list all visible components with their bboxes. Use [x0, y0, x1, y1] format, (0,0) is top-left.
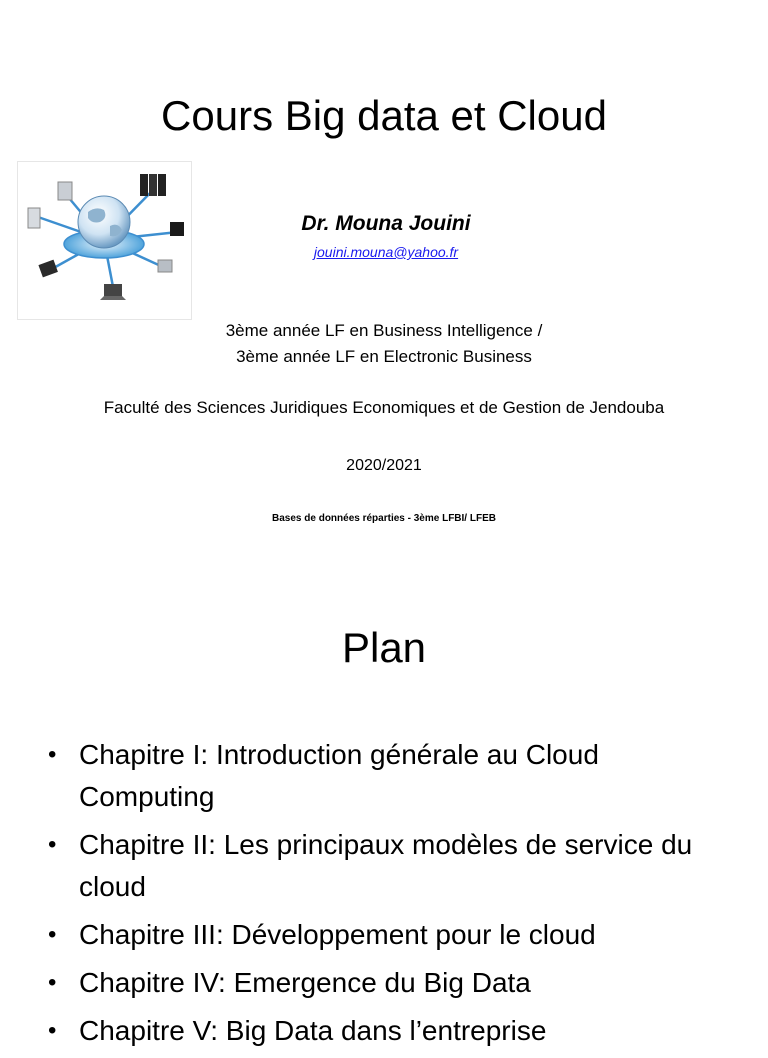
author-name: Dr. Mouna Jouini [301, 212, 471, 235]
faculty-name: Faculté des Sciences Juridiques Economiques et de Gestion de Jendouba [103, 398, 665, 417]
author-email-link[interactable]: jouini.mouna@yahoo.fr [313, 244, 459, 260]
plan-title: Plan [341, 624, 427, 671]
bullet-icon: • [48, 1017, 57, 1044]
bullet-icon: • [48, 921, 57, 948]
bullet-icon: • [48, 741, 57, 768]
chapter-label: Chapitre V: Big Data dans l’entreprise [79, 1015, 547, 1046]
chapter-label: Chapitre I: Introduction générale au Cloud Computing [79, 739, 599, 812]
academic-year: 2020/2021 [346, 457, 422, 474]
bullet-icon: • [48, 831, 57, 858]
network-globe-icon [17, 161, 192, 320]
list-item [48, 962, 728, 1004]
list-item [48, 914, 728, 956]
chapter-label: Chapitre III: Développement pour le cloud [79, 919, 596, 950]
program-level-line-1: 3ème année LF en Business Intelligence / [225, 321, 543, 340]
list-item [48, 1010, 728, 1052]
chapter-list [48, 734, 728, 1058]
chapter-label: Chapitre IV: Emergence du Big Data [79, 967, 531, 998]
slide-title: Cours Big data et Cloud [161, 92, 607, 139]
bullet-icon: • [48, 969, 57, 996]
slide-footer: Bases de données réparties - 3ème LFBI/ LFEB [272, 513, 496, 524]
plan-slide [0, 576, 768, 1046]
list-item [48, 734, 728, 818]
list-item [48, 824, 728, 908]
chapter-label: Chapitre II: Les principaux modèles de service du cloud [79, 829, 693, 902]
program-level-line-2: 3ème année LF en Electronic Business [236, 347, 532, 366]
